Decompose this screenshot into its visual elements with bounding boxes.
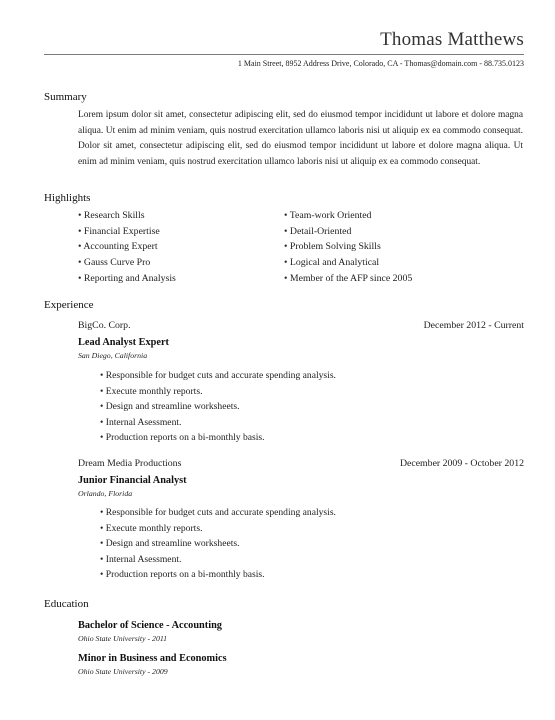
- education-heading: Education: [44, 598, 89, 610]
- summary-heading: Summary: [44, 91, 87, 103]
- job-duty-item: • Design and streamline worksheets.: [100, 538, 240, 549]
- job-duty-item: • Internal Asessment.: [100, 553, 182, 565]
- job-duty-item: • Execute monthly reports.: [100, 522, 203, 534]
- job-location: Orlando, Florida: [78, 489, 133, 498]
- job-duty-item: • Execute monthly reports.: [100, 385, 203, 397]
- highlight-item: • Research Skills: [78, 210, 145, 221]
- education-degree: Minor in Business and Economics: [78, 653, 227, 664]
- highlight-item: • Logical and Analytical: [284, 257, 380, 269]
- education-school: Ohio State University - 2009: [78, 667, 168, 676]
- highlight-item: • Member of the AFP since 2005: [284, 272, 413, 284]
- job-dates: December 2009 - October 2012: [399, 458, 524, 469]
- job-duty-item: • Production reports on a bi-monthly basis.: [100, 432, 265, 443]
- highlight-item: • Problem Solving Skills: [284, 241, 381, 253]
- highlight-item: • Gauss Curve Pro: [78, 257, 151, 269]
- job-duty-item: • Internal Asessment.: [100, 416, 182, 428]
- header-divider: [44, 54, 524, 55]
- job-employer: Dream Media Productions: [78, 458, 182, 469]
- education-degree: Bachelor of Science - Accounting: [78, 620, 222, 631]
- job-employer: BigCo. Corp.: [78, 320, 131, 331]
- education-school: Ohio State University - 2011: [78, 634, 168, 643]
- job-dates: December 2012 - Current: [423, 320, 524, 331]
- highlight-item: • Reporting and Analysis: [78, 272, 176, 284]
- job-title: Lead Analyst Expert: [78, 337, 169, 348]
- job-duty-item: • Design and streamline worksheets.: [100, 401, 240, 412]
- job-duties-list: [100, 368, 336, 446]
- job-duty-item: • Production reports on a bi-monthly basis.: [100, 569, 265, 580]
- highlights-heading: Highlights: [44, 192, 91, 204]
- job-title: Junior Financial Analyst: [78, 475, 187, 486]
- job-location: San Diego, California: [78, 351, 148, 360]
- job-duty-item: • Responsible for budget cuts and accurate spending analysis.: [100, 370, 336, 381]
- highlight-item: • Financial Expertise: [78, 225, 160, 237]
- contact-line: 1 Main Street, 8952 Address Drive, Colorado, CA - Thomas@domain.com - 88.735.0123: [237, 59, 524, 68]
- candidate-name: Thomas Matthews: [380, 29, 524, 50]
- highlight-item: • Detail-Oriented: [284, 225, 352, 237]
- summary-text: Lorem ipsum dolor sit amet, consectetur adipiscing elit, sed do eiusmod tempor incididunt ut labore et dolore magna aliqua. Ut enim ad minim veniam, quis nostrud exercitation ullamco laboris nisi ut aliquip ex ea commodo consequat. Dolor sit amet, consectetur adipiscing elit, sed do eiusmod tempor incididunt ut labore et dolore magna aliqua. Ut enim ad minim veniam, quis nostrud exercitation ullamco laboris nisi ut aliquip ex ea commodo consequat.: [78, 110, 523, 167]
- experience-heading: Experience: [44, 299, 94, 311]
- highlights-list-right: [284, 208, 412, 286]
- highlight-item: • Team-work Oriented: [284, 210, 372, 221]
- job-duties-list: [100, 505, 336, 583]
- job-duty-item: • Responsible for budget cuts and accurate spending analysis.: [100, 507, 336, 518]
- highlights-list-left: [78, 208, 176, 286]
- highlight-item: • Accounting Expert: [78, 241, 158, 253]
